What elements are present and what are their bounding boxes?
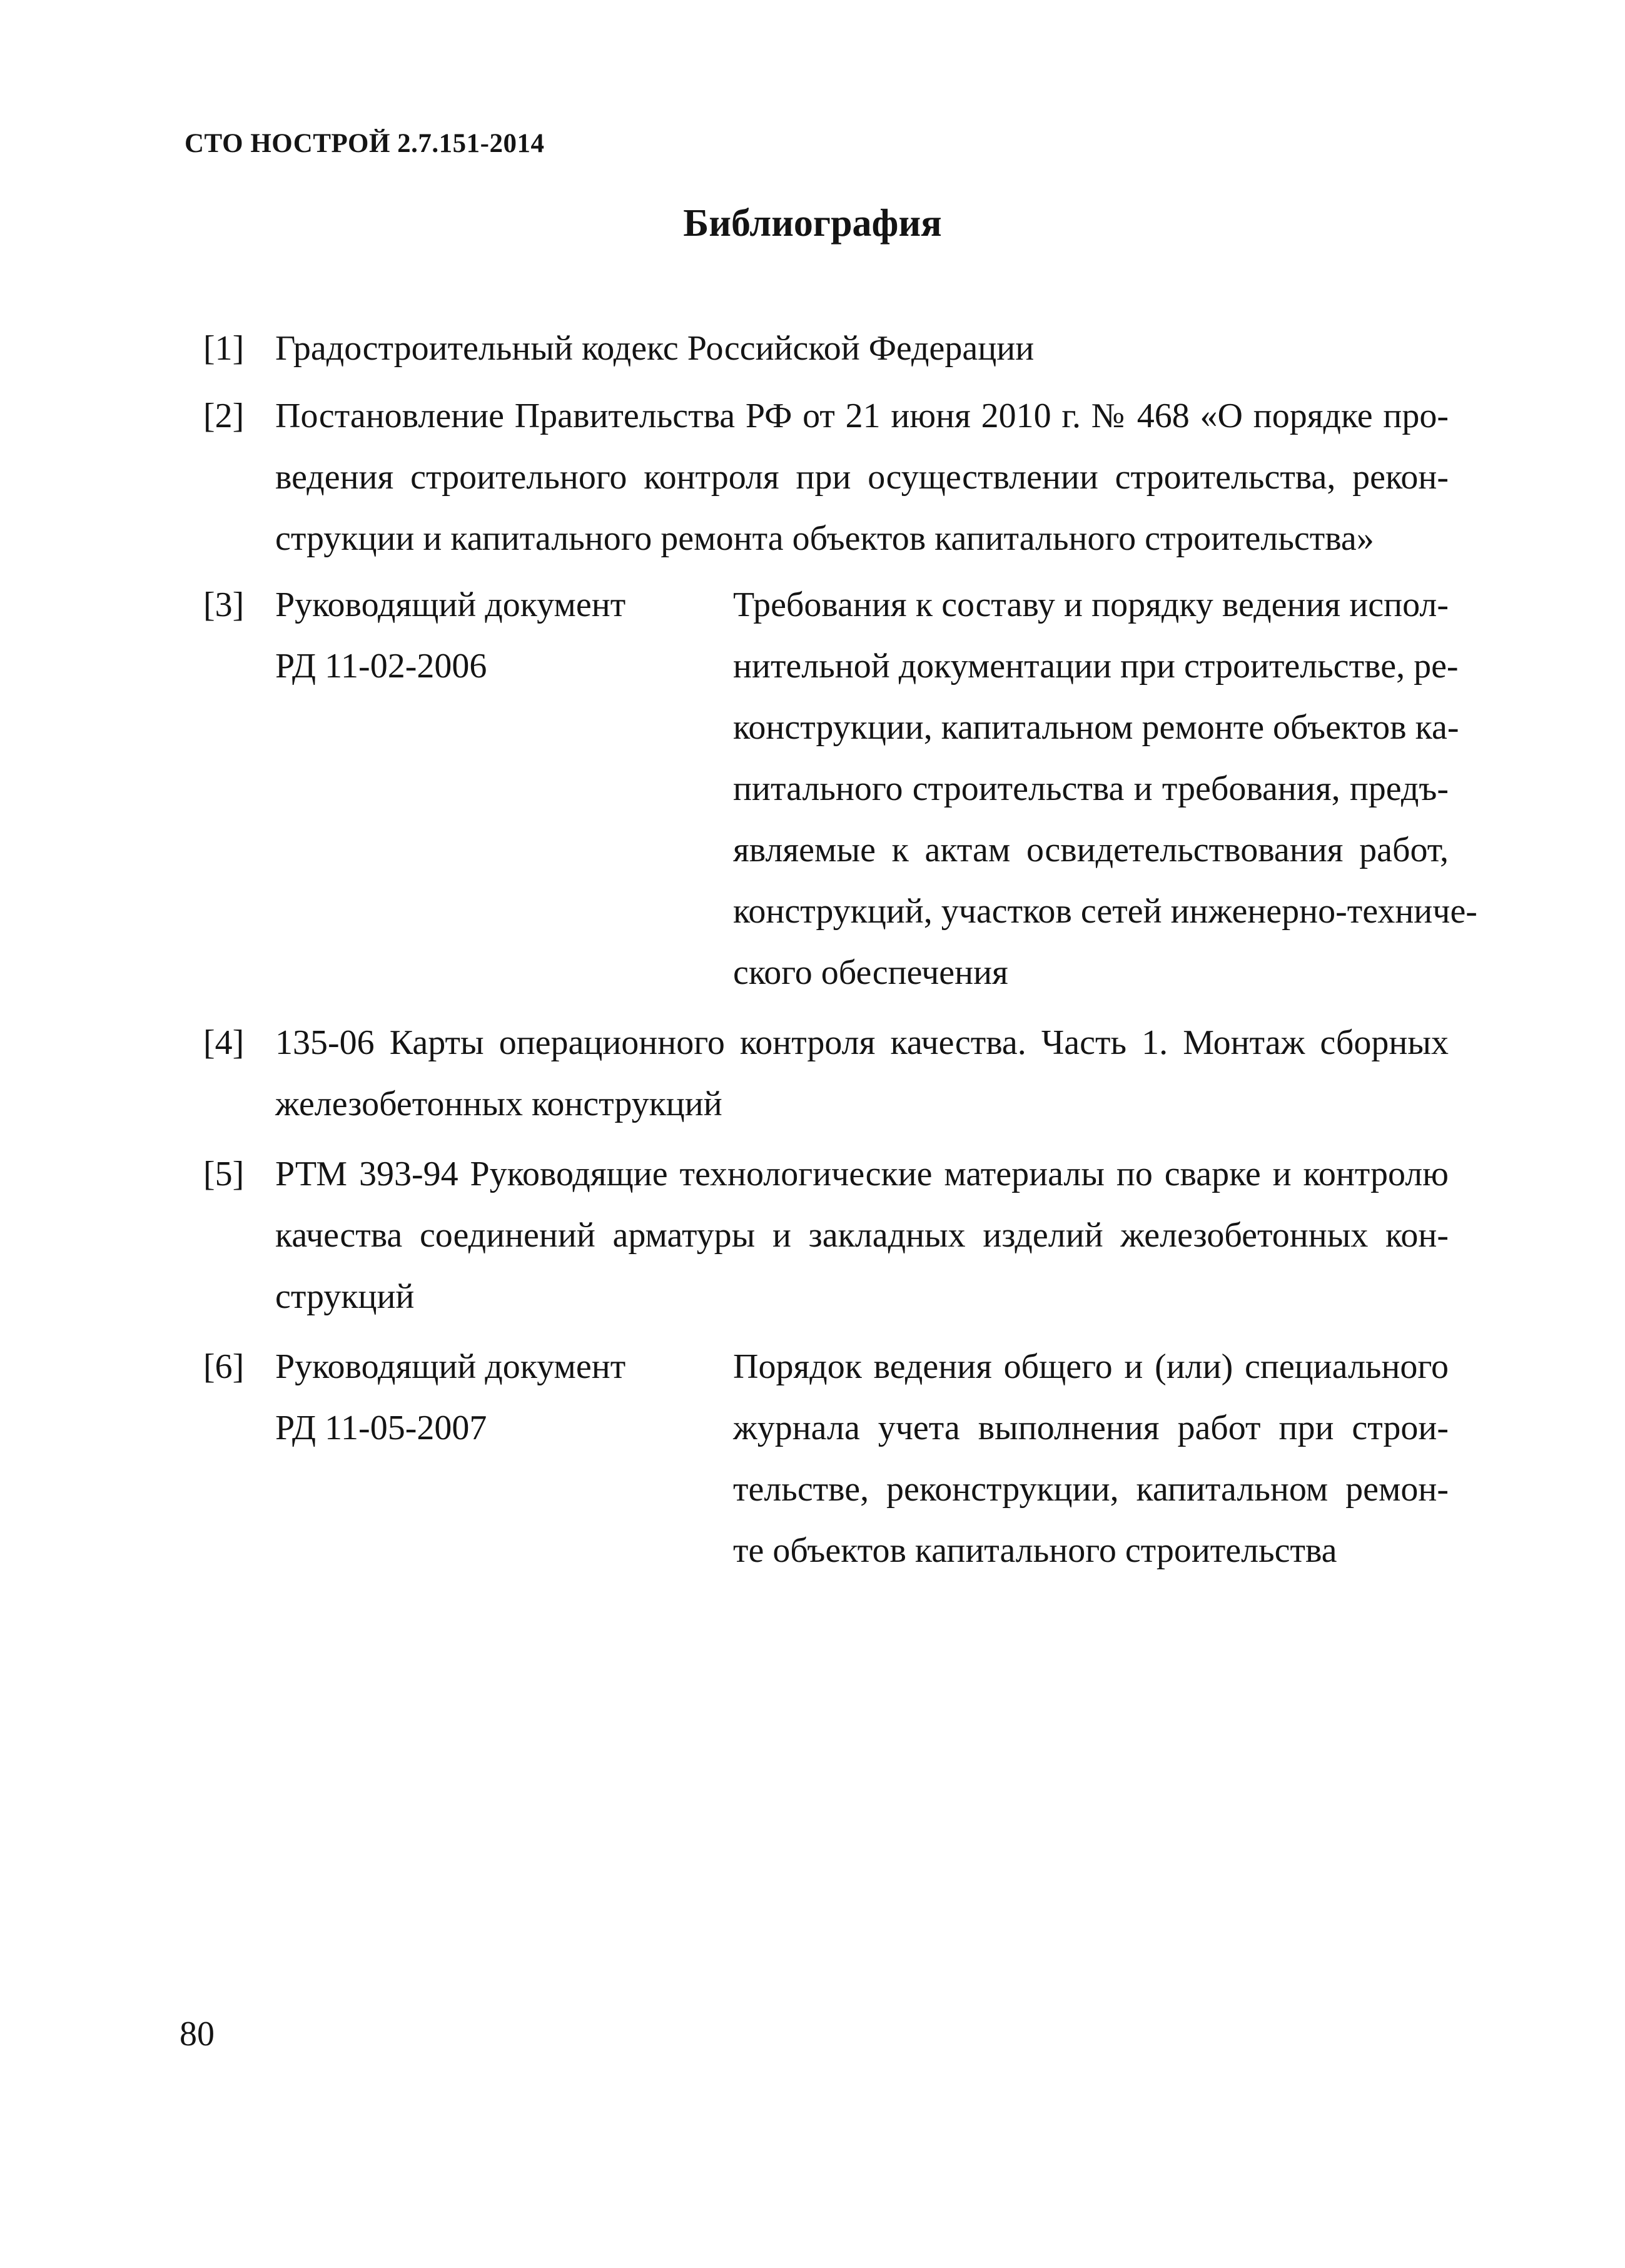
entry-text — [275, 1012, 1449, 1135]
page-number: 80 — [180, 2015, 215, 2053]
document-type: Руководящий документ — [275, 1347, 626, 1386]
entry-number: [2] — [203, 397, 245, 435]
entry-line: ведения строительного контроля при осуществлении строительства, рекон- — [275, 458, 1449, 497]
page-title: Библиография — [683, 202, 942, 245]
entry-line: Порядок ведения общего и (или) специального — [733, 1347, 1449, 1386]
entry-line: 135-06 Карты операционного контроля качества. Часть 1. Монтаж сборных — [275, 1023, 1449, 1062]
document-code: РД 11-02-2006 — [275, 647, 487, 686]
entry-line: журнала учета выполнения работ при строи- — [733, 1409, 1449, 1447]
entry-line: РТМ 393-94 Руководящие технологические материалы по сварке и контролю — [275, 1155, 1449, 1193]
entry-line: Постановление Правительства РФ от 21 июня 2010 г. № 468 «О порядке про- — [275, 397, 1449, 435]
entry-line: Требования к составу и порядку ведения испол- — [733, 585, 1449, 624]
entry-line: конструкций, участков сетей инженерно-техниче- — [733, 892, 1477, 931]
document-type-column — [275, 574, 713, 697]
entry-line: питального строительства и требования, предъ- — [733, 769, 1449, 808]
entry-text — [275, 385, 1449, 569]
document-code-header: СТО НОСТРОЙ 2.7.151-2014 — [185, 129, 545, 158]
entry-line: конструкции, капитальном ремонте объектов ка- — [733, 708, 1459, 747]
entry-line: те объектов капитального строительства — [733, 1531, 1337, 1570]
entry-number: [4] — [203, 1023, 245, 1062]
entry-line: струкций — [275, 1277, 415, 1316]
entry-line: Градостроительный кодекс Российской Федерации — [275, 329, 1035, 368]
document-type: Руководящий документ — [275, 585, 626, 624]
entry-number: [1] — [203, 329, 245, 368]
entry-number: [5] — [203, 1155, 245, 1193]
entry-line: тельстве, реконструкции, капитальном ремон- — [733, 1470, 1449, 1509]
entry-line: струкции и капитального ремонта объектов капитального строительства» — [275, 519, 1374, 558]
entry-text — [275, 1143, 1449, 1327]
entry-line: железобетонных конструкций — [275, 1085, 722, 1123]
entry-line: ского обеспечения — [733, 953, 1008, 992]
entry-text — [275, 318, 1449, 379]
document-title-column — [733, 574, 1477, 1003]
document-code: РД 11-05-2007 — [275, 1409, 487, 1447]
entry-line: являемые к актам освидетельствования работ, — [733, 831, 1449, 869]
entry-number: [6] — [203, 1347, 245, 1386]
entry-line: нительной документации при строительстве, ре- — [733, 647, 1459, 686]
document-title-column — [733, 1336, 1449, 1581]
entry-line: качества соединений арматуры и закладных изделий железобетонных кон- — [275, 1216, 1449, 1255]
entry-number: [3] — [203, 585, 245, 624]
document-type-column — [275, 1336, 713, 1459]
